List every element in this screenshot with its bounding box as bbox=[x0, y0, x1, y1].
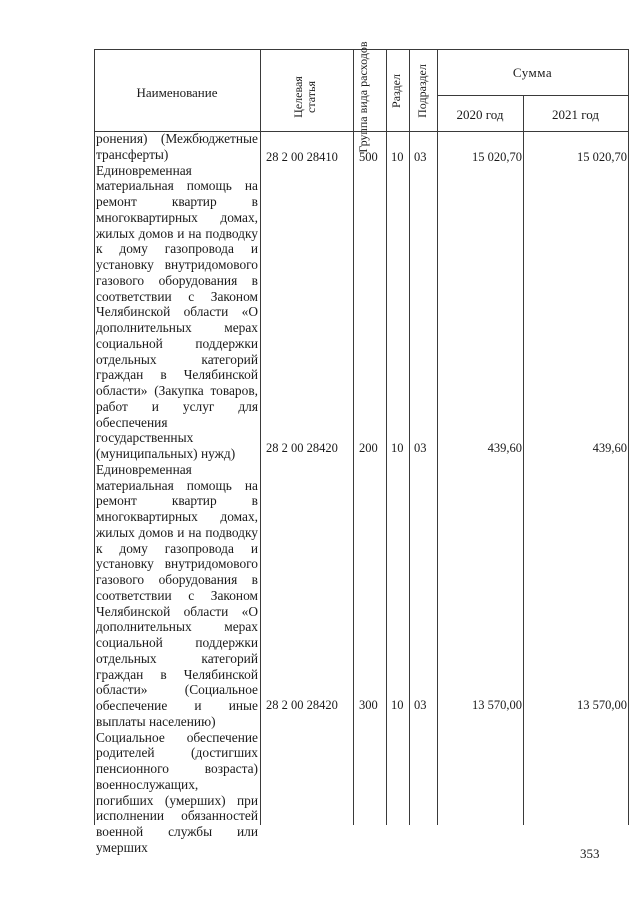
row-2-2020: 439,60 bbox=[487, 441, 522, 455]
col-border-section bbox=[409, 49, 410, 825]
row-3-2021: 13 570,00 bbox=[577, 698, 627, 712]
row-2-2021: 439,60 bbox=[592, 441, 627, 455]
header-sum: Сумма bbox=[512, 65, 553, 80]
row-1-name: ронения) (Межбюджетные трансферты) bbox=[96, 131, 258, 162]
row-1-group: 500 bbox=[359, 150, 378, 164]
sum-header-divider bbox=[437, 95, 628, 96]
col-border-group bbox=[386, 49, 387, 825]
header-group: Группа вида расходов bbox=[356, 41, 370, 153]
row-3-2020: 13 570,00 bbox=[472, 698, 522, 712]
row-4-name: Социальное обеспечение родителей (достигших пенсионного возраста) военнослужащих, погибших (умерших) при исполнении обязанностей военной службы или умерших bbox=[96, 729, 258, 855]
header-target: Целевая статья bbox=[291, 76, 318, 118]
col-border-right bbox=[628, 49, 629, 825]
row-2-name: Единовременная материальная помощь на ремонт квартир в многоквартирных домах, жилых домов и на подводку к дому газопровода и установку внутридомового газового оборудования в соответствии с Законом Челябинской области «О дополнительных мерах социальной поддержки отдельных категорий граждан в Челябинской области» (Закупка товаров, работ и услуг для обеспечения государственных (муниципальных) нужд) bbox=[96, 162, 258, 461]
header-subsection: Подраздел bbox=[415, 64, 429, 118]
row-3-name: Единовременная материальная помощь на ремонт квартир в многоквартирных домах, жилых домов и на подводку к дому газопровода и установку внутридомового газового оборудования в соответствии с Законом Челябинской области «О дополнительных мерах социальной поддержки отдельных категорий граждан в Челябинской области» (Социальное обеспечение и иные выплаты населению) bbox=[96, 461, 258, 729]
row-3-group: 300 bbox=[359, 698, 378, 712]
row-1-code: 28 2 00 28410 bbox=[266, 150, 338, 164]
col-border-target bbox=[353, 49, 354, 825]
row-2-subsection: 03 bbox=[414, 441, 427, 455]
header-year-2020: 2020 год bbox=[456, 107, 504, 122]
row-1-2021: 15 020,70 bbox=[577, 150, 627, 164]
name-column-text bbox=[96, 131, 258, 856]
col-border-name bbox=[260, 49, 261, 825]
row-3-section: 10 bbox=[391, 698, 404, 712]
page-number: 353 bbox=[580, 846, 600, 861]
header-section: Раздел bbox=[389, 74, 403, 108]
header-name: Наименование bbox=[136, 85, 218, 100]
row-2-code: 28 2 00 28420 bbox=[266, 441, 338, 455]
col-border-left bbox=[94, 49, 95, 825]
row-3-code: 28 2 00 28420 bbox=[266, 698, 338, 712]
row-2-group: 200 bbox=[359, 441, 378, 455]
row-3-subsection: 03 bbox=[414, 698, 427, 712]
col-border-2020 bbox=[523, 95, 524, 825]
row-2-section: 10 bbox=[391, 441, 404, 455]
row-1-subsection: 03 bbox=[414, 150, 427, 164]
row-1-2020: 15 020,70 bbox=[472, 150, 522, 164]
header-year-2021: 2021 год bbox=[552, 107, 599, 122]
row-1-section: 10 bbox=[391, 150, 404, 164]
